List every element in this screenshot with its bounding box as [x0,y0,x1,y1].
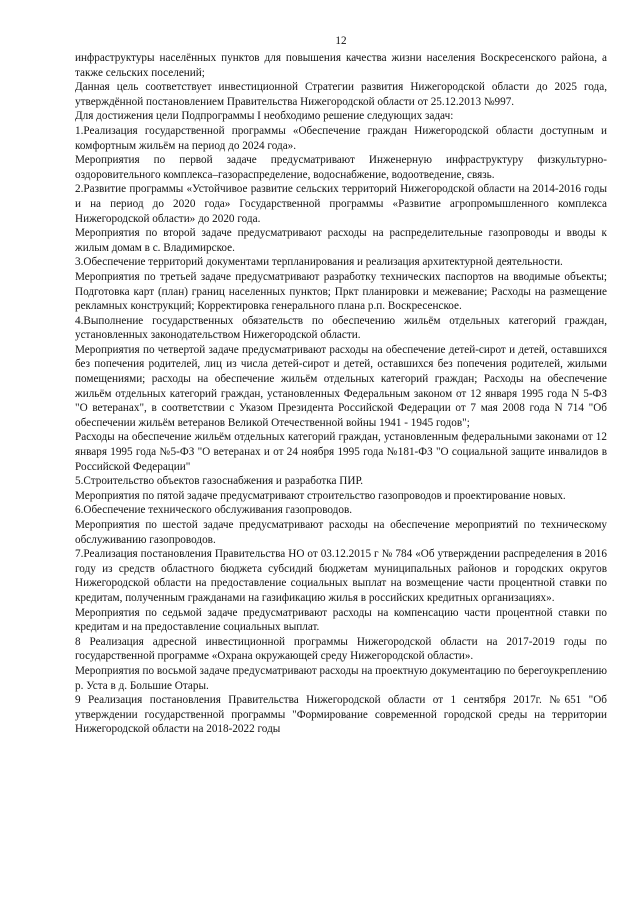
paragraph: 7.Реализация постановления Правительства НО от 03.12.2015 г № 784 «Об утверждении распределения в 2016 году из средств областного бюджета субсидий бюджетам муниципальных районов и городских округов Нижегородской области на предоставление социальных выплат на возмещение части процентной ставки по кредитам, полученным гражданами на газификацию жилья в российских кредитных организациях». [75,548,607,604]
paragraph: Мероприятия по седьмой задаче предусматривают расходы на компенсацию части процентной ставки по кредитам и на предоставление социальных выплат. [75,606,607,634]
paragraph: Мероприятия по третьей задаче предусматривают разработку технических паспортов на вводимые объекты; Подготовка карт (план) границ населенных пунктов; Пркт планировки и межевание; Расходы на размещение рекламных конструкций; Корректировка генерального плана р.п. Воскресенское. [75,270,607,313]
paragraph: 8 Реализация адресной инвестиционной программы Нижегородской области на 2017-2019 годы по государственной программе «Охрана окружающей среду Нижегородской области». [75,635,607,663]
paragraph: Мероприятия по восьмой задаче предусматривают расходы на проектную документацию по берегоукреплению р. Уста в д. Большие Отары. [75,664,607,692]
paragraph: 1.Реализация государственной программы «Обеспечение граждан Нижегородской области доступным и комфортным жильём на период до 2024 года». [75,124,607,152]
paragraph: Данная цель соответствует инвестиционной Стратегии развития Нижегородской области до 2025 года, утверждённой постановлением Правительства Нижегородской области от 25.12.2013 №997. [75,81,607,108]
paragraph: 5.Строительство объектов газоснабжения и разработка ПИР. [75,475,364,488]
paragraph: 3.Обеспечение территорий документами терпланирования и реализация архитектурной деятельности. [75,256,563,269]
paragraph: Для достижения цели Подпрограммы I необходимо решение следующих задач: [75,110,454,123]
paragraph: 9 Реализация постановления Правительства Нижегородской области от 1 сентября 2017г. №651 "Об утверждении государственной программы "Формирование современной городской среды на территории Нижегородской области на 2018-2022 годы [75,694,607,736]
paragraph: Мероприятия по шестой задаче предусматривают расходы на обеспечение мероприятий по техническому обслуживанию газопроводов. [75,519,607,546]
body-text [75,51,607,737]
paragraph: 6.Обеспечение технического обслуживания газопроводов. [75,504,353,517]
paragraph: Мероприятия по пятой задаче предусматривают строительство газопроводов и проектирование новых. [75,489,566,502]
paragraph: Мероприятия по четвертой задаче предусматривают расходы на обеспечение детей-сирот и детей, оставшихся без попечения родителей, лиц из числа детей-сирот и детей, оставшихся без попечения родителей, жилыми помещениями; расходы на обеспечение жильём отдельных категорий граждан; Расходы на обеспечение жильём отдельных категорий граждан, установленных Федеральным законом от 12 января 1995 года N 5-ФЗ "О ветеранах", в соответствии с Указом Президента Российской Федерации от 7 мая 2008 года N 714 "Об обеспечении жильём ветеранов Великой Отечественной войны 1941 - 1945 годов"; [75,343,607,429]
paragraph: Мероприятия по первой задаче предусматривают Инженерную инфраструктуру физкультурно-оздоровительного комплекса–газораспределение, водоснабжение, водоотведение, связь. [75,154,607,181]
paragraph: Расходы на обеспечение жильём отдельных категорий граждан, установленным федеральными законами от 12 января 1995 года №5-ФЗ "О ветеранах и от 24 ноября 1995 года №181-ФЗ "О социальной защите инвалидов в Российской Федерации" [75,431,607,473]
paragraph: инфраструктуры населённых пунктов для повышения качества жизни населения Воскресенского района, а также сельских поселений; [75,52,607,79]
paragraph: 2.Развитие программы «Устойчивое развитие сельских территорий Нижегородской области на 2014-2016 годы и на период до 2020 года» Государственной программы «Развитие агропромышленного комплекса Нижегородской области» до 2020 года. [75,183,607,225]
paragraph: 4.Выполнение государственных обязательств по обеспечению жильём отдельных категорий граждан, установленных законодательством Нижегородской области. [75,314,607,342]
page-number: 12 [335,35,347,47]
paragraph: Мероприятия по второй задаче предусматривают расходы на распределительные газопроводы и вводы к жилым домам в с. Владимирское. [75,227,607,254]
